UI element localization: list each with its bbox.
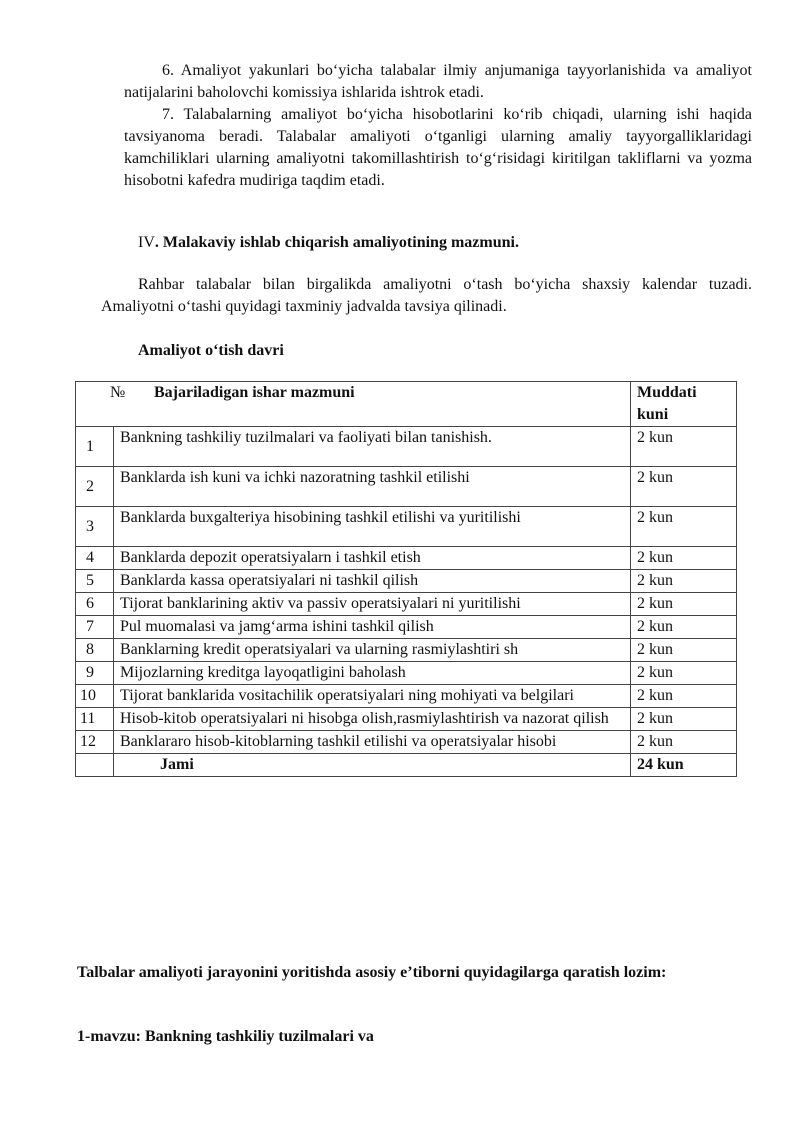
schedule-table bbox=[75, 381, 737, 777]
row-number: 11 bbox=[76, 708, 114, 731]
row-days: 2 kun bbox=[631, 507, 737, 547]
table-row bbox=[76, 616, 737, 639]
table-row bbox=[76, 731, 737, 754]
table-row bbox=[76, 570, 737, 593]
total-value: 24 kun bbox=[631, 754, 737, 777]
row-task: Bankning tashkiliy tuzilmalari va faoliyati bilan tanishish. bbox=[114, 427, 631, 467]
row-number: 4 bbox=[76, 547, 114, 570]
row-days: 2 kun bbox=[631, 593, 737, 616]
header-task: Bajariladigan ishar mazmuni bbox=[154, 384, 355, 401]
table-row bbox=[76, 639, 737, 662]
row-days: 2 kun bbox=[631, 570, 737, 593]
table-row bbox=[76, 427, 737, 467]
row-number: 10 bbox=[76, 685, 114, 708]
row-number: 2 bbox=[76, 467, 114, 507]
paragraph-6: 6. Amaliyot yakunlari bo‘yicha talabalar ilmiy anjumaniga tayyorlanishida va amaliyot natijalarini baholovchi komissiya ishlarida ishtrok etadi. bbox=[124, 62, 752, 101]
row-task: Pul muomalasi va jamg‘arma ishini tashkil qilish bbox=[114, 616, 631, 639]
total-empty-cell bbox=[76, 754, 114, 777]
section-heading bbox=[138, 232, 519, 254]
row-days: 2 kun bbox=[631, 639, 737, 662]
row-days: 2 kun bbox=[631, 685, 737, 708]
paragraph-7: 7. Talabalarning amaliyot bo‘yicha hisobotlarini ko‘rib chiqadi, ularning ishi haqida tavsiyanoma beradi. Talabalar amaliyoti o‘tganligi ularning amaliy tayyorgalliklaridagi kamchiliklari ularning amaliyotni takomillashtirish to‘g‘risidagi kiritilgan takliflarni va yozma hisobotni kafedra mudiriga taqdim etadi. bbox=[124, 106, 752, 189]
row-task: Mijozlarning kreditga layoqatligini baholash bbox=[114, 662, 631, 685]
row-number: 12 bbox=[76, 731, 114, 754]
header-number: № bbox=[110, 384, 126, 401]
row-number: 7 bbox=[76, 616, 114, 639]
table-row bbox=[76, 662, 737, 685]
row-number: 6 bbox=[76, 593, 114, 616]
row-number: 3 bbox=[76, 507, 114, 547]
row-task: Banklarda buxgalteriya hisobining tashkil etilishi va yuritilishi bbox=[114, 507, 631, 547]
row-number: 1 bbox=[76, 427, 114, 467]
row-days: 2 kun bbox=[631, 616, 737, 639]
row-number: 8 bbox=[76, 639, 114, 662]
table-row bbox=[76, 708, 737, 731]
intro-paragraph: Rahbar talabalar bilan birgalikda amaliyotni o‘tash bo‘yicha shaxsiy kalendar tuzadi. Amaliyotni o‘tashi quyidagi taxminiy jadvalda tavsiya qilinadi. bbox=[101, 276, 752, 315]
table-title: Amaliyot o‘tish davri bbox=[138, 342, 284, 359]
table-row bbox=[76, 547, 737, 570]
table-row bbox=[76, 593, 737, 616]
row-task: Tijorat banklarida vositachilik operatsiyalari ning mohiyati va belgilari bbox=[114, 685, 631, 708]
row-number: 5 bbox=[76, 570, 114, 593]
row-task: Banklarning kredit operatsiyalari va ularning rasmiylashtiri sh bbox=[114, 639, 631, 662]
row-days: 2 kun bbox=[631, 708, 737, 731]
section-title: . Malakaviy ishlab chiqarish amaliyotining mazmuni. bbox=[154, 234, 519, 251]
row-task: Banklarda ish kuni va ichki nazoratning tashkil etilishi bbox=[114, 467, 631, 507]
row-task: Hisob-kitob operatsiyalari ni hisobga olish,rasmiylashtirish va nazorat qilish bbox=[114, 708, 631, 731]
row-days: 2 kun bbox=[631, 662, 737, 685]
row-days: 2 kun bbox=[631, 427, 737, 467]
table-row bbox=[76, 685, 737, 708]
table-row bbox=[76, 467, 737, 507]
table-header-row bbox=[76, 382, 737, 427]
header-days: Muddati kuni bbox=[631, 382, 737, 427]
header-task-cell bbox=[76, 382, 631, 427]
row-task: Banklarda depozit operatsiyalarn i tashkil etish bbox=[114, 547, 631, 570]
row-task: Banklarda kassa operatsiyalari ni tashkil qilish bbox=[114, 570, 631, 593]
section-numeral: IV bbox=[138, 234, 155, 251]
row-task: Banklararo hisob-kitoblarning tashkil etilishi va operatsiyalar hisobi bbox=[114, 731, 631, 754]
row-task: Tijorat banklarining aktiv va passiv operatsiyalari ni yuritilishi bbox=[114, 593, 631, 616]
bottom-heading: Talbalar amaliyoti jarayonini yoritishda asosiy e’tiborni quyidagilarga qaratish lozim: bbox=[77, 964, 667, 981]
row-days: 2 kun bbox=[631, 547, 737, 570]
row-days: 2 kun bbox=[631, 731, 737, 754]
row-days: 2 kun bbox=[631, 467, 737, 507]
row-number: 9 bbox=[76, 662, 114, 685]
table-total-row bbox=[76, 754, 737, 777]
topic-heading: 1-mavzu: Bankning tashkiliy tuzilmalari va bbox=[77, 1028, 374, 1045]
total-label: Jami bbox=[114, 754, 631, 777]
table-row bbox=[76, 507, 737, 547]
